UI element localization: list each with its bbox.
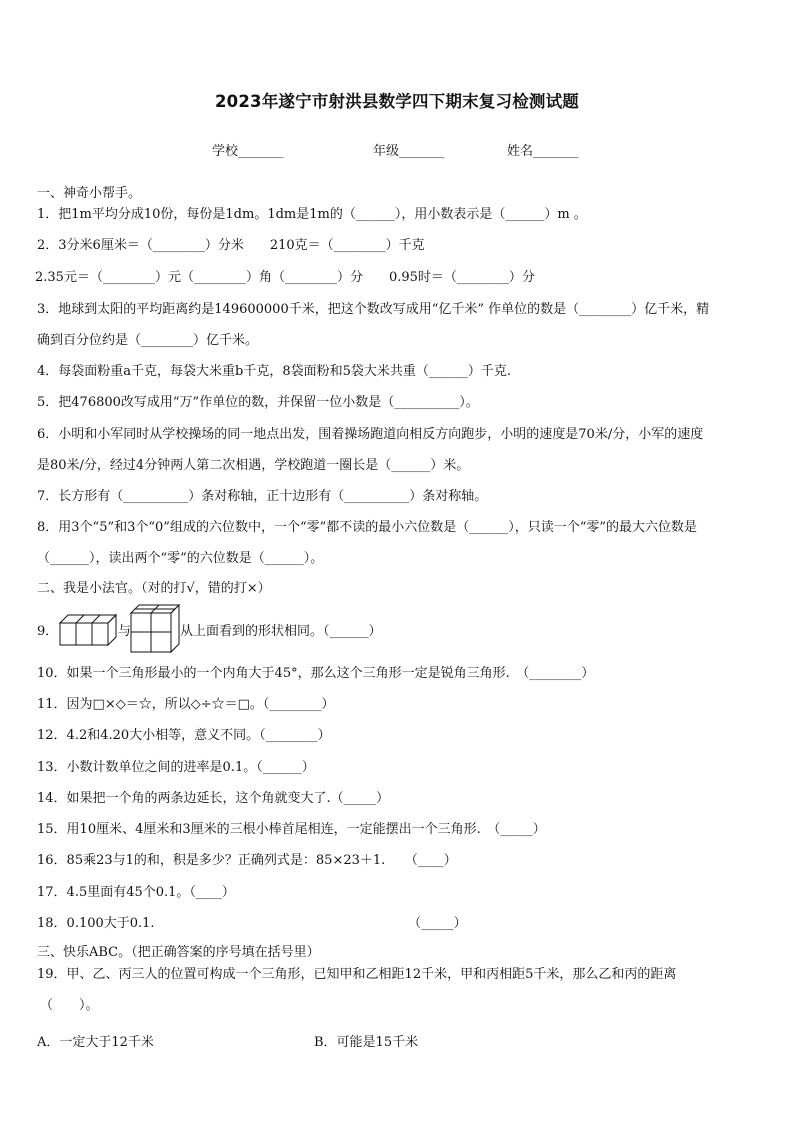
question-3: 3．地球到太阳的平均距离约是149600000千米，把这个数改写成用“亿千米” 作单位的数是（________）亿千米，精: [37, 302, 710, 317]
section-1-heading: 一、神奇小帮手。: [37, 186, 142, 201]
question-12: 12．4.2和4.20大小相等，意义不同。（________）: [37, 728, 331, 743]
question-8: 8．用3个“5”和3个“0”组成的六位数中，一个“零”都不读的最小六位数是（______），只读一个“零”的最大六位数是: [37, 520, 698, 535]
question-19: 19．甲、乙、丙三人的位置可构成一个三角形，已知甲和乙相距12千米，甲和丙相距5千米，那么乙和丙的距离: [37, 967, 677, 982]
question-2-cont: 2.35元＝（________）元（________）角（________）分 0.95时＝（________）分: [35, 270, 535, 285]
question-3-cont: 确到百分位约是（________）亿千米。: [37, 333, 259, 348]
question-4: 4．每袋面粉重a千克，每袋大米重b千克，8袋面粉和5袋大米共重（______）千克.: [37, 364, 512, 379]
name-field: 姓名_______: [507, 144, 579, 159]
grade-field: 年级_______: [373, 144, 445, 159]
question-9-connector: 与: [118, 624, 132, 639]
cube-figure-b: [129, 603, 181, 653]
school-field: 学校_______: [212, 144, 284, 159]
question-11: 11．因为□×◇＝☆，所以◇÷☆＝□。（________）: [37, 697, 335, 712]
question-13: 13．小数计数单位之间的进率是0.1。（______）: [37, 760, 315, 775]
section-2-heading: 二、我是小法官。（对的打√，错的打×）: [37, 581, 271, 596]
question-1: 1．把1m平均分成10份，每份是1dm。1dm是1m的（______），用小数表示是（______）m 。: [37, 207, 587, 222]
choice-a: A．一定大于12千米: [37, 1035, 154, 1050]
cuboid-figure-a: [57, 603, 119, 653]
question-14: 14．如果把一个角的两条边延长，这个角就变大了.（_____）: [37, 791, 390, 806]
question-2: 2．3分米6厘米＝（________）分米 210克＝（________）千克: [37, 238, 425, 253]
question-10: 10．如果一个三角形最小的一个内角大于45°，那么这个三角形一定是锐角三角形. （________）: [37, 666, 595, 681]
question-9-text: 从上面看到的形状相同。（______）: [180, 624, 382, 639]
question-19-cont: （ ）。: [40, 998, 99, 1013]
question-17: 17．4.5里面有45个0.1。（____）: [37, 885, 235, 900]
question-9-number: 9．: [37, 624, 59, 639]
question-7: 7．长方形有（__________）条对称轴，正十边形有（__________）条对称轴。: [37, 489, 488, 504]
section-3-heading: 三、快乐ABC。（把正确答案的序号填在括号里）: [37, 945, 320, 960]
page-title: 2023年遂宁市射洪县数学四下期末复习检测试题: [214, 92, 580, 111]
question-6-cont: 是80米/分，经过4分钟两人第二次相遇，学校跑道一圈长是（______）米。: [37, 458, 470, 473]
question-9: [37, 603, 437, 653]
question-15: 15．用10厘米、4厘米和3厘米的三根小棒首尾相连，一定能摆出一个三角形. （_____）: [37, 822, 546, 837]
question-8-cont: （______），读出两个“零”的六位数是（______）。: [37, 551, 324, 566]
question-5: 5．把476800改写成用“万”作单位的数，并保留一位小数是（__________）。: [37, 395, 479, 410]
choice-b: B．可能是15千米: [314, 1035, 419, 1050]
question-6: 6．小明和小军同时从学校操场的同一地点出发，围着操场跑道向相反方向跑步，小明的速度是70米/分，小军的速度: [37, 427, 704, 442]
question-16: 16．85乘23与1的和，积是多少？正确列式是：85×23＋1. （____）: [37, 853, 457, 868]
question-18: 18．0.100大于0.1. （_____）: [37, 916, 467, 931]
